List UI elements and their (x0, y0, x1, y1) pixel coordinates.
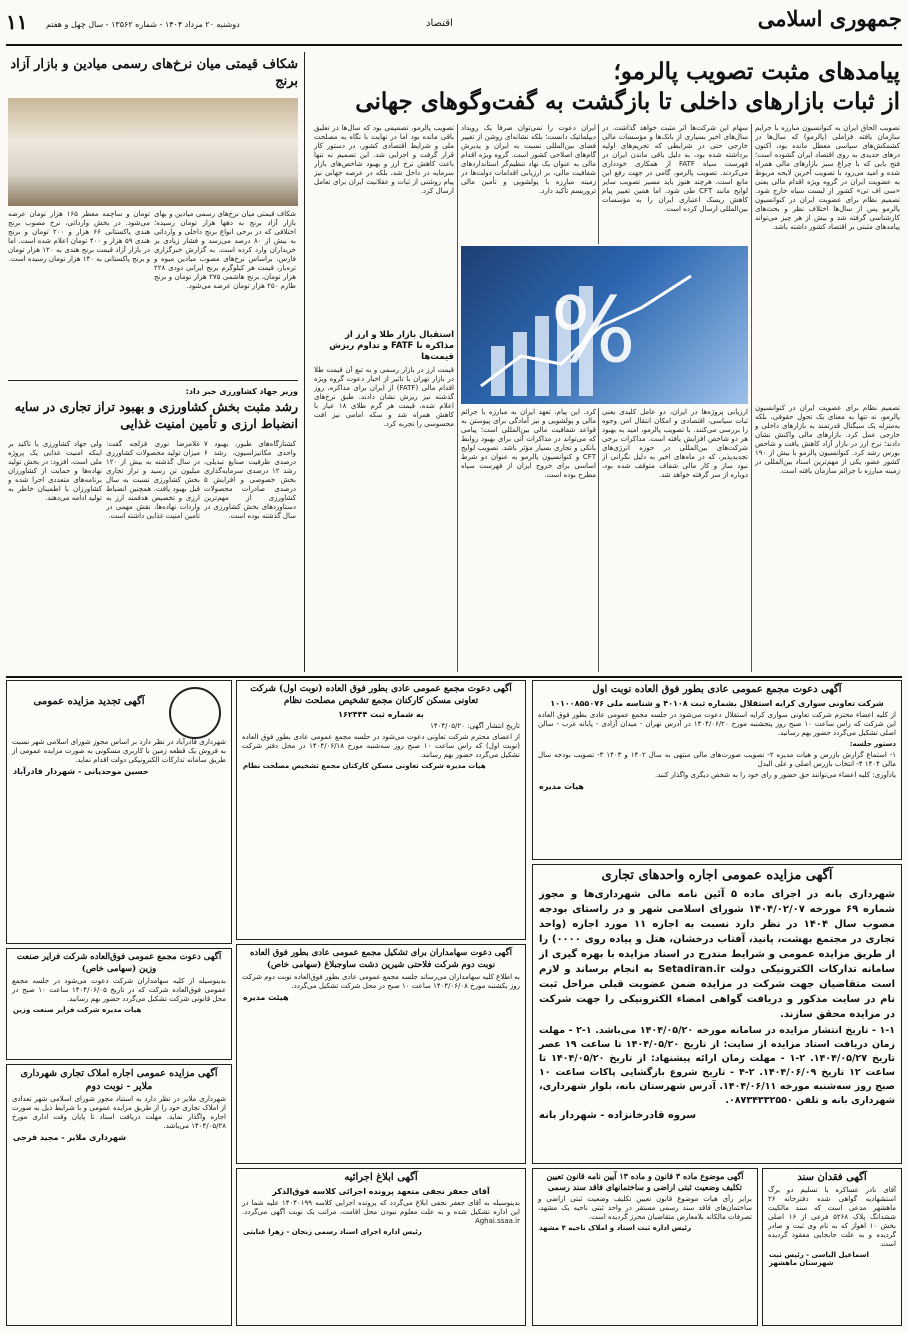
masthead-logo: جمهوری اسلامی (757, 6, 902, 31)
ad-fajr-company (6, 948, 232, 1060)
percent-chart-icon (461, 246, 748, 404)
agri-article-left: ولی جهاد کشاورزی با تاکید بر اینکه امنیت غذایی یک پروژه ملی است، افزود: در بخش تولید نهاده‌ها و حمایت از کشاورزان برنامه‌های متعددی اجرا شده و کشاورزان با اطمینان خاطر به تولید ادامه می‌دهند. (8, 440, 102, 502)
ad-tender-qaderabad (6, 680, 232, 944)
main-headline-2: از ثبات بازارهای داخلی تا بازگشت به گفت‌وگوهای جهانی (355, 88, 900, 115)
main-article-col4b: قیمت ارز در بازار رسمی و به تبع آن قیمت طلا در بازار تهران با تاثیر از اخبار دعوت گروه ویژه اقدام مالی (FATF) از ایران برای مذاکره، روز گذشته نیز ریزش نشان دادند. طبق نرخ‌های اعلام شده، قیمت هر گرم طلای ۱۸ عیار با کاهش همراه شد و سکه امامی نیز افت محسوسی را تجربه کرد. (314, 366, 454, 428)
ads-divider (6, 676, 902, 678)
ad-title: آگهی دعوت مجمع عمومی عادی بطور فوق العاده نوبت اول (592, 684, 842, 695)
ad-title: آگهی فقدان سند (797, 1172, 867, 1183)
rice-article-left: تومان و ساچمه معطر ۱۶۵ هزار تومان عرضه می‌شود. در بخش وارداتی، نرخ مصوب برنج هندی پاکستانی ۶۶ هزار و ۲۰۰ تومان و برنج هندی ۵۹ هزار و ۴۰۰ تومان اعلام شده است. اما در بازار آزاد قیمت برنج هندی به ۱۲۰ هزار تومان و برنج پاکستانی به ۱۴۰ هزار تومان رسیده است. (8, 210, 150, 263)
main-article-col3: ایران دعوت را نمی‌توان صرفاً یک رویداد دیپلماتیک دانست؛ بلکه نشانه‌ای روشن از تغییر فضای بین‌المللی نسبت به ایران و پذیرش گام‌های اصلاحی کشور است. گروه ویژه اقدام مالی به عنوان یک نهاد تنظیم‌گر استانداردهای شفافیت مالی، بر ارزیابی اقدامات دولت‌ها در زمینه مبارزه با پولشویی و تأمین مالی تروریسم تأکید دارد. (461, 124, 596, 195)
agri-kicker: وزیر جهاد کشاورزی خبر داد: (185, 387, 298, 396)
ad-coop-taxi (532, 680, 902, 860)
ad-body: بدینوسیله به آقای جعفر نجفی ابلاغ می‌گردد که پرونده اجرایی کلاسه ۱۴۰۴۰۱۹۹ علیه شما در این اداره تشکیل شده و به علت معلوم نبودن محل اقامت، مراتب یک نوبت آگهی می‌گردد. Aghai.ssaa.ir (242, 1199, 520, 1225)
rice-sacks-photo (8, 98, 298, 206)
rice-article-right: شکاف قیمتی میان نرخ‌های رسمی میادین و بهای بازار آزاد برنج به دهها هزار تومان رسیده؛ اختلافی که در برخی انواع برنج داخلی و وارداتی به بیش از ۸۰ درصد می‌رسد و فشار زیادی بر خریداران وارد کرده است. به گزارش خبرگزاری فارس، براساس نرخ‌های مصوب میادین میوه و تره‌بار، قیمت هر کیلوگرم برنج ایرانی دودی ۲۲۸ هزار تومان، برنج هاشمی ۲۷۵ هزار تومان و برنج طارم ۲۵۰ هزار تومان عرضه می‌شود. (154, 210, 296, 290)
main-article-col1: تصویب الحاق ایران به کنوانسیون مبارزه با جرایم سازمان یافته فراملی (پالرمو) که سال‌ها در کشمکش‌های سیاسی معطل مانده بود، اکنون درهای جدیدی به روی اقتصاد ایران گشوده است؛ فتح بابی که با چراغ سبز بازارهای مالی همراه شده و امید می‌رود با تصویب آخرین لایحه مربوط به عضویت ایران در گروه ویژه اقدام مالی یعنی «سی اف تی» کشور از لیست سیاه خارج شود. تصمیم نظام برای عضویت ایران در کنوانسیون پالرمو پس از سال‌ها اختلاف نظر و بحث‌های کارشناسی گرفته شد و بیش از هر چیز می‌تواند پیامدهای مثبتی بر اقتصاد کشور داشته باشد. (755, 124, 900, 231)
page-header (6, 6, 902, 46)
ad-farm-company (236, 944, 526, 1164)
ad-signature: حسین موحدیانی - شهردار قادرآباد (13, 767, 149, 776)
main-subhead: استقبال بازار طلا و ارز از مذاکره با FATF و تداوم ریزش قیمت‌ها (329, 330, 454, 362)
ad-body: به اطلاع کلیه سهامداران می‌رساند جلسه مجمع عمومی عادی بطور فوق‌العاده نوبت دوم شرکت روز یکشنبه مورخ ۱۴۰۴/۰۶/۰۸ ساعت ۱۰ صبح در محل شرکت تشکیل می‌گردد. (242, 973, 520, 990)
ad-subtitle: شرکت تعاونی سواری کرایه استقلال بشماره ثبت ۴۰۱۰۸ و شناسه ملی ۱۰۱۰۰۸۵۵۰۷۶ (550, 699, 884, 708)
ad-date: تاریخ انتشار آگهی: ۱۴۰۴/۰۵/۲۰ (430, 722, 520, 730)
main-article-col2b: ارزیابی پروژه‌ها در ایران، دو عامل کلیدی یعنی ثبات سیاسی، اقتصادی و امکان انتقال امن وجوه را بررسی می‌کنند. با تصویب پالرمو، امید به بهبود هر دو شاخص افزایش یافته است. مذاکرات برخی شرکت‌های بین‌المللی در حوزه انرژی‌های تجدیدپذیر، که در ماه‌های اخیر به دلیل نگرانی از نبود ساز و کار مالی شفاف متوقف شده بود، دوباره از سر گرفته خواهد شد. (602, 408, 748, 479)
agri-headline: رشد مثبت بخش کشاورزی و بهبود تراز تجاری در سایه انضباط ارزی و تأمین امنیت غذایی (14, 399, 298, 431)
agri-article-right: کشتارگاه‌های طیور، بهبود ۷ واحدی مکانیزاسیون، رشد ۶ درصدی ظرفیت صنایع تبدیلی، رشد ۱۲ درصدی سرمایه‌گذاری بخش خصوصی و افزایش ۵ درصدی صادرات محصولات کشاورزی از مهم‌ترین دستاوردهای بخش کشاورزی در سال گذشته بوده است. (204, 440, 296, 520)
ad-signature: اسماعیل الیاسی - رئیس ثبت شهرستان ماهشهر (769, 1251, 869, 1267)
ad-body: شهرداری ملایر در نظر دارد به استناد مجوز شورای اسلامی شهر تعدادی از املاک تجاری خود را از طریق مزایده عمومی و با شرایط ذیل به صورت اجاره واگذار نماید. مهلت دریافت اسناد تا پایان وقت اداری مورخ ۱۴۰۴/۰۵/۲۸ می‌باشد. (12, 1095, 226, 1130)
svg-text:%: % (550, 278, 636, 383)
column-rule (598, 124, 599, 244)
column-rule (598, 408, 599, 672)
ad-housing-coop (236, 680, 526, 940)
ad-title: آگهی دعوت سهامداران برای تشکیل مجمع عمومی عادی بطور فوق العاده نوبت دوم شرکت فلاحتی شیرین دشت ساوجبلاغ (سهامی خاص) (249, 948, 513, 970)
ad-title: آگهی دعوت مجمع عمومی عادی بطور فوق العاده (نوبت اول) شرکت تعاونی مسکن کارکنان مجمع تشخیص مصلحت نظام (250, 684, 512, 706)
ad-tender-bane (532, 864, 902, 1164)
main-article-col4: تصویب پالرمو، تصمیمی بود که سال‌ها در تعلیق باقی مانده بود اما در نهایت با نگاه به مصلحت ملی و شرایط اقتصادی کشور، در دستور کار قرار گرفت و اجرایی شد. این تصمیم نه تنها باعث کاهش نرخ ارز و بهبود شاخص‌های بازار سرمایه در داخل شد، بلکه در عرصه جهانی نیز پیام روشنی از ثبات و عقلانیت ایران برای تعامل ارسال کرد. (314, 124, 454, 195)
ad-signature: سروه قادرخانزاده - شهردار بانه (539, 1110, 697, 1121)
ad-body: برابر رأی هیات موضوع قانون تعیین تکلیف وضعیت ثبتی اراضی و ساختمان‌های فاقد سند رسمی مستقر در واحد ثبتی ناحیه یک مشهد، تصرفات مالکانه بلامعارض متقاضیان محرز گردیده است. (538, 1195, 752, 1221)
ad-signature: رئیس اداره ثبت اسناد و املاک ناحیه ۴ مشهد (539, 1224, 692, 1232)
column-rule (457, 124, 458, 672)
main-headline-1: پیامدهای مثبت تصویب پالرمو؛ (613, 58, 900, 85)
ad-title: آگهی تجدید مزایده عمومی (33, 696, 145, 707)
main-article-col2: سهام این شرکت‌ها اثر مثبت خواهد گذاشت. در سال‌های اخیر بسیاری از بانک‌ها و مؤسسات مالی خارجی حتی در شرایطی که تحریم‌های اولیه برداشته شده بود، به دلیل باقی ماندن ایران در فهرست سیاه FATF از همکاری خودداری می‌کردند. تصویب پالرمو، گامی در جهت رفع این مانع است، هرچند هنوز باید مسیر تصویب سایر لوایح مانند CFT طی شود. اما همین تغییر پیام کاهش ریسک اعتباری ایران را به مؤسسات بین‌المللی ارسال کرده است. (602, 124, 748, 213)
ad-body: شهرداری بانه در اجرای ماده ۵ آئین نامه مالی شهرداری‌ها و مجوز شماره ۶۹ مورخه ۱۴۰۴/۰۲/۰۷ شورای اسلامی شهر و در راستای بودجه مصوب سال ۱۴۰۴ در نظر دارد نسبت به اجاره ۱۱ مورد اجاره (واحد تجاری در مجتمع بهشت، پانیذ، آفتاب درخشان، هتل و پیاده روی ۰۰۰۰) را از طریق مزایده عمومی و شرایط مندرج در اسناد مزایده با بهره گیری از سامانه تدارکات الکترونیکی دولت Setadiran.ir به انجام برساند و لازم است متقاضیان جهت شرکت در مزایده ضمن عضویت قبلی مراحل ثبت نام در سایت مذکور و دریافت گواهی امضاء الکترونیکی را جهت شرکت در مزایده محقق سازند. (539, 889, 896, 1020)
ad-reg-number: به شماره ثبت ۱۶۲۴۴۴ (338, 710, 424, 719)
ad-body: آقای نادر عساکره با تسلیم دو برگ استشهادیه گواهی شده دفترخانه ۲۶ ماهشهر مدعی است که سند مالکیت ششدانگ پلاک ۵۲۶۸ فرعی از ۱۶ اصلی بخش ۱۰ اهواز که به نام وی ثبت و صادر گردیده و به علت جابجایی مفقود گردیده است. (768, 1186, 897, 1248)
ad-signature: هیئت مدیره (243, 993, 289, 1002)
page-number: ۱۱ (6, 10, 28, 34)
ad-execution-notice (236, 1168, 526, 1326)
ad-tender-malayer (6, 1064, 232, 1326)
ad-signature: رئیس اداره اجرای اسناد رسمی زنجان - زهرا عنایتی (243, 1228, 422, 1236)
ad-title: آگهی موضوع ماده ۳ قانون و ماده ۱۳ آیین نامه قانون تعیین تکلیف وضعیت ثبتی اراضی و ساختمانهای فاقد سند رسمی (546, 1171, 744, 1192)
rice-headline: شکاف قیمتی میان نرخ‌های رسمی میادین و بازار آزاد برنج (10, 57, 298, 89)
section-divider (304, 52, 305, 672)
ad-body: از کلیه اعضاء محترم شرکت تعاونی سواری کرایه استقلال دعوت می‌شود در جلسه مجمع عمومی عادی بطور فوق العاده این شرکت که راس ساعت ۱۰ صبح روز پنجشنبه مورخ ۱۴۰۴/۰۶/۲۰ در آدرس تهران - میدان آزادی - پایانه غرب - سالن اصلی تشکیل می‌گردد حضور بهم رسانید. (538, 711, 896, 737)
section-name: اقتصاد (426, 18, 453, 29)
ad-signature: هیات مدیره شرکت تعاونی مسکن کارکنان مجمع تشخیص مصلحت نظام (243, 762, 486, 770)
ad-title: آگهی مزایده عمومی اجاره املاک تجاری شهرداری ملایر - نوبت دوم (20, 1068, 218, 1092)
ad-dates: ۱-۱ - تاریخ انتشار مزایده در سامانه مورخه ۱۴۰۴/۰۵/۲۰ می‌باشد. ۱-۲ - مهلت زمان دریافت اسناد مزایده از سایت: از تاریخ ۱۴۰۴/۰۵/۲۰ تا ساعت ۱۹ عصر تاریخ ۱۴۰۴/۰۵/۲۷. ۲-۱ - مهلت زمان ارائه پیشنهاد: از تاریخ ۱۴۰۴/۰۵/۲۰ تا ساعت ۱۲ تاریخ ۱۴۰۴/۰۶/۰۹. ۲-۴ - تاریخ شروع بازگشایی پاکات ساعت ۱۰ صبح روز سه‌شنبه مورخه ۱۴۰۴/۰۶/۱۱. آدرس شهرستان بانه، بلوار شهرداری، شهرداری بانه و تلفن ۰۸۷۳۴۳۳۲۵۵۰. (539, 1025, 895, 1106)
ad-body: شهرداری قادرآباد در نظر دارد بر اساس مجوز شورای اسلامی شهر نسبت به فروش یک قطعه زمین با کاربری مسکونی به صورت مزایده عمومی از طریق سامانه تدارکات الکترونیکی دولت اقدام نماید. (12, 738, 226, 764)
ad-subtitle: آقای جعفر نجفی متعهد پرونده اجرائی کلاسه فوق‌الذکر (272, 1187, 490, 1196)
ad-signature: هیات مدیره (539, 782, 584, 791)
issue-date: دوشنبه ۲۰ مرداد ۱۴۰۴ - شماره ۱۳۵۶۲ - سال چهل و هفتم (46, 20, 240, 29)
ad-note: یادآوری: کلیه اعضاء می‌توانند حق حضور و رای خود را به شخص دیگری واگذار کنند. (654, 771, 896, 779)
ad-signature: شهرداری ملایر - مجید فرجی (13, 1133, 127, 1142)
ad-agenda-title: دستور جلسه: (849, 740, 896, 748)
finance-illustration (461, 246, 748, 404)
ad-title: آگهی ابلاغ اجرائیه (344, 1172, 418, 1183)
ad-land-registry (532, 1168, 758, 1326)
main-article-col3b: کرد. این پیام، تعهد ایران به مبارزه با جرائم مالی و پولشویی و نیز آمادگی برای پیوستن به قواعد شفافیت مالی بین‌المللی است؛ پیامی که می‌تواند در مذاکرات آتی برای بهبود روابط بانکی و تجاری بسیار مؤثر باشد. تصویب لوایح CFT و کنوانسیون پالرمو به عنوان دو شرط اساسی برای خروج ایران از فهرست سیاه مطرح بوده است. (461, 408, 596, 479)
ad-lost-deed (762, 1168, 902, 1326)
main-article-col1b: تصمیم نظام برای عضویت ایران در کنوانسیون پالرمو، نه تنها به معنای یک تحول حقوقی، بلکه به‌منزله یک سیگنال قدرتمند به بازارهای داخلی و خارجی عمل کرد. بازارهای مالی واکنش نشان دادند؛ نرخ ارز در بازار آزاد کاهش یافت و شاخص بورس رشد کرد. کنوانسیون پالرمو با بیش از ۱۹۰ کشور عضو، یکی از مهم‌ترین اسناد بین‌المللی در زمینه مبارزه با جرائم سازمان یافته است. (755, 404, 900, 475)
ad-title: آگهی دعوت مجمع عمومی فوق‌العاده شرکت فرایر صنعت وزین (سهامی خاص) (16, 952, 222, 974)
column-rule (751, 124, 752, 672)
municipality-seal-icon (169, 687, 221, 739)
article-divider (8, 380, 298, 381)
ad-agenda: ۱- استماع گزارش بازرس و هیات مدیره ۲- تصویب صورت‌های مالی منتهی به سال ۱۴۰۲ و ۱۴۰۳ ۳- تصویب بودجه سال مالی ۱۴۰۴ ۴- انتخاب بازرس اصلی و علی البدل (538, 751, 896, 768)
ad-body: بدینوسیله از کلیه سهامداران شرکت دعوت می‌شود در جلسه مجمع عمومی فوق‌العاده شرکت که در تاریخ ۱۴۰۴/۰۶/۰۵ ساعت ۱۰ صبح در محل قانونی شرکت تشکیل می‌گردد حضور بهم رسانید. (12, 977, 226, 1003)
ad-body: از اعضای محترم شرکت تعاونی دعوت می‌شود در جلسه مجمع عمومی عادی بطور فوق العاده (نوبت اول) که راس ساعت ۱۰ صبح روز سه‌شنبه مورخ ۱۴۰۴/۰۶/۱۸ در محل دفتر شرکت تشکیل می‌گردد حضور بهم رسانند. (242, 733, 520, 759)
ad-signature: هیات مدیره شرکت فرایر صنعت وزین (13, 1006, 142, 1014)
ad-title: آگهی مزایده عمومی اجاره واحدهای تجاری (601, 868, 833, 883)
agri-article-mid: غلامرضا نوری قزلجه گفت: میزان تولید محصولات کشاورزی در سال گذشته به بیش از ۱۲۰ میلیون تن رسید و تراز تجاری بخش کشاورزی نسبت به سال قبل بهبود یافت. همچنین انضباط ارزی و تخصیص هدفمند ارز به واردات نهاده‌ها، نقش مهمی در تأمین امنیت غذایی داشته است. (106, 440, 200, 520)
